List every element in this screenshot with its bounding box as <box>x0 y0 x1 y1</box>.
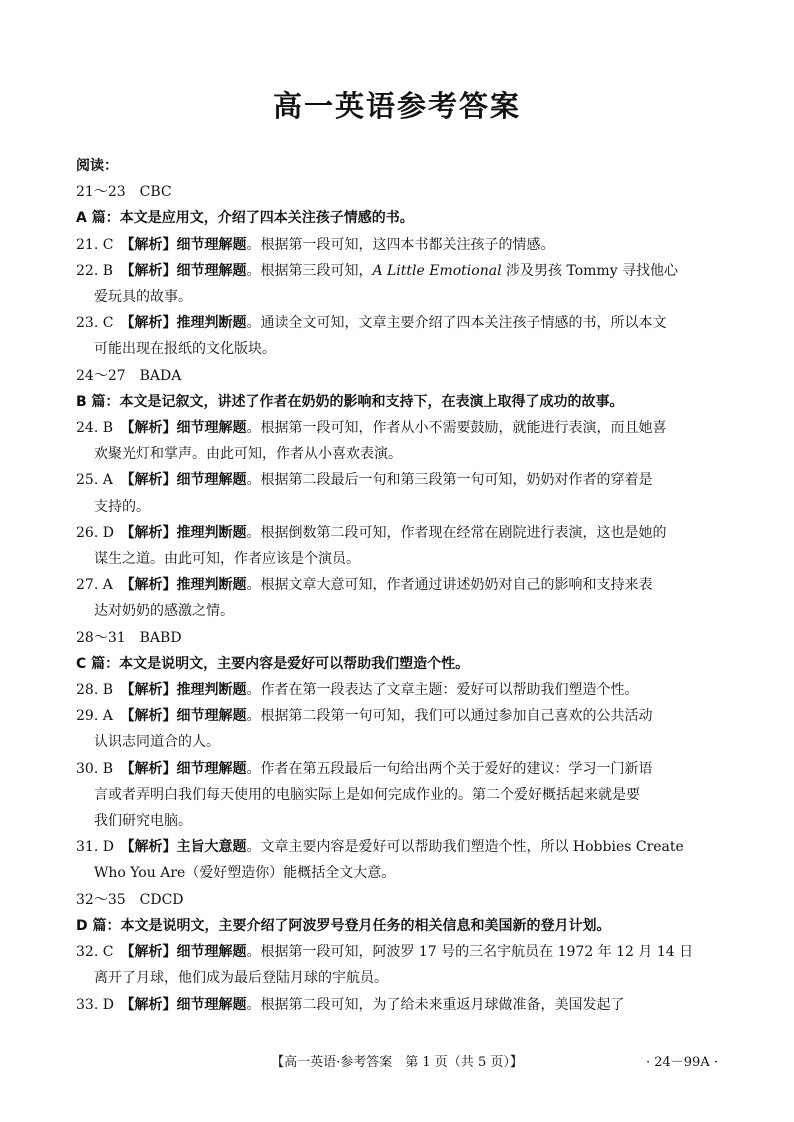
section-label: 阅读： <box>76 158 118 174</box>
answer-text: 。根据第二段最后一句和第三段第一句可知，奶奶对作者的穿着是 <box>246 472 653 489</box>
question-type: 推理判断题 <box>176 577 247 594</box>
answer-24 <box>76 415 720 467</box>
question-type: 细节理解题 <box>176 996 247 1013</box>
answer-text: 。根据第二段可知，为了给未来重返月球做准备，美国发起了 <box>246 996 625 1013</box>
question-type: 细节理解题 <box>176 420 247 437</box>
answer-text: 。根据第一段可知，作者从小不需要鼓励，就能进行表演，而且她喜 <box>246 420 667 437</box>
answer-text: 。根据文章大意可知，作者通过讲述奶奶对自己的影响和支持来表 <box>246 577 653 594</box>
answer-content <box>76 153 720 1018</box>
group-b-intro: B 篇：本文是记叙文，讲述了作者在奶奶的影响和支持下，在表演上取得了成功的故事。 <box>76 393 624 410</box>
question-number: 33. D <box>76 996 114 1013</box>
answer-continuation: 认识志同道合的人。 <box>94 734 220 751</box>
answer-text: 。根据倒数第二段可知，作者现在经常在剧院进行表演，这也是她的 <box>246 524 667 541</box>
answer-25 <box>76 467 720 519</box>
book-title: A Little Emotional <box>372 262 502 279</box>
answer-21 <box>76 232 720 258</box>
analysis-tag: 【解析】 <box>120 839 177 856</box>
answer-text: 。根据第三段可知， <box>246 262 373 279</box>
answer-continuation: 达对奶奶的感激之情。 <box>94 603 234 620</box>
question-number: 29. A <box>76 708 113 725</box>
analysis-tag: 【解析】 <box>120 577 177 594</box>
question-type: 细节理解题 <box>176 472 247 489</box>
analysis-tag: 【解析】 <box>120 524 177 541</box>
question-number: 27. A <box>76 577 113 594</box>
question-type: 细节理解题 <box>176 760 247 777</box>
group-a-intro: A 篇：本文是应用文，介绍了四本关注孩子情感的书。 <box>76 210 414 227</box>
footer-page-info: 【高一英语·参考答案 第 1 页（共 5 页）】 <box>271 1055 523 1070</box>
question-type: 细节理解题 <box>176 236 247 253</box>
answer-text: 。根据第一段可知，这四本书都关注孩子的情感。 <box>246 236 555 253</box>
question-number: 30. B <box>76 760 114 777</box>
answer-continuation: Who You Are（爱好塑造你）能概括全文大意。 <box>94 865 396 882</box>
answer-32 <box>76 939 720 991</box>
answer-text: 涉及男孩 Tommy 寻找他心 <box>501 262 679 279</box>
answer-33 <box>76 992 720 1018</box>
answer-31 <box>76 834 720 886</box>
answer-continuation: 可能出现在报纸的文化版块。 <box>94 341 276 358</box>
question-number: 22. B <box>76 262 114 279</box>
question-number: 28. B <box>76 682 114 699</box>
group-c-header: 28～31 BABD <box>76 629 182 646</box>
question-type: 主旨大意题 <box>176 839 247 856</box>
group-c-intro: C 篇：本文是说明文，主要内容是爱好可以帮助我们塑造个性。 <box>76 655 470 672</box>
answer-text: 。作者在第一段表达了文章主题：爱好可以帮助我们塑造个性。 <box>246 682 639 699</box>
analysis-tag: 【解析】 <box>120 262 177 279</box>
analysis-tag: 【解析】 <box>120 708 177 725</box>
question-number: 24. B <box>76 420 114 437</box>
answer-continuation: 支持的。 <box>94 498 150 515</box>
answer-28 <box>76 677 720 703</box>
question-type: 推理判断题 <box>176 524 247 541</box>
question-number: 32. C <box>76 944 114 961</box>
group-a-header: 21～23 CBC <box>76 184 172 201</box>
answer-continuation: 言或者弄明白我们每天使用的电脑实际上是如何完成作业的。第二个爱好概括起来就是要 <box>94 786 640 803</box>
analysis-tag: 【解析】 <box>120 944 177 961</box>
analysis-tag: 【解析】 <box>120 420 177 437</box>
question-type: 细节理解题 <box>176 944 247 961</box>
page-title: 高一英语参考答案 <box>272 89 521 123</box>
answer-23 <box>76 310 720 362</box>
answer-continuation: 谋生之道。由此可知，作者应该是个演员。 <box>94 551 360 568</box>
analysis-tag: 【解析】 <box>120 996 177 1013</box>
question-number: 25. A <box>76 472 113 489</box>
answer-continuation: 欢聚光灯和掌声。由此可知，作者从小喜欢表演。 <box>94 446 402 463</box>
question-number: 31. D <box>76 839 114 856</box>
question-number: 23. C <box>76 315 114 332</box>
group-d-intro: D 篇：本文是说明文，主要介绍了阿波罗号登月任务的相关信息和美国新的登月计划。 <box>76 917 611 934</box>
question-type: 推理判断题 <box>176 315 247 332</box>
answer-29 <box>76 703 720 755</box>
question-number: 21. C <box>76 236 114 253</box>
answer-text: 。根据第二段第一句可知，我们可以通过参加自己喜欢的公共活动 <box>246 708 653 725</box>
analysis-tag: 【解析】 <box>120 472 177 489</box>
answer-text: 。作者在第五段最后一句给出两个关于爱好的建议：学习一门新语 <box>246 760 653 777</box>
analysis-tag: 【解析】 <box>120 236 177 253</box>
answer-27 <box>76 572 720 624</box>
answer-26 <box>76 520 720 572</box>
answer-text: 。通读全文可知，文章主要介绍了四本关注孩子情感的书，所以本文 <box>246 315 667 332</box>
footer-code: · 24－99A · <box>645 1055 718 1070</box>
question-type: 推理判断题 <box>176 682 247 699</box>
answer-22 <box>76 258 720 310</box>
answer-text: 。文章主要内容是爱好可以帮助我们塑造个性，所以 Hobbies Create <box>246 839 684 856</box>
answer-30 <box>76 756 720 835</box>
question-type: 细节理解题 <box>176 708 247 725</box>
answer-continuation: 爱玩具的故事。 <box>94 289 192 306</box>
analysis-tag: 【解析】 <box>120 315 177 332</box>
question-number: 26. D <box>76 524 114 541</box>
page-footer <box>0 1051 794 1071</box>
analysis-tag: 【解析】 <box>120 760 177 777</box>
group-b-header: 24～27 BADA <box>76 367 182 384</box>
answer-continuation: 我们研究电脑。 <box>94 813 192 830</box>
answer-continuation: 离开了月球，他们成为最后登陆月球的宇航员。 <box>94 970 388 987</box>
question-type: 细节理解题 <box>176 262 247 279</box>
group-d-header: 32～35 CDCD <box>76 891 184 908</box>
analysis-tag: 【解析】 <box>120 682 177 699</box>
answer-text: 。根据第一段可知，阿波罗 17 号的三名宇航员在 1972 年 12 月 14 日 <box>246 944 694 961</box>
